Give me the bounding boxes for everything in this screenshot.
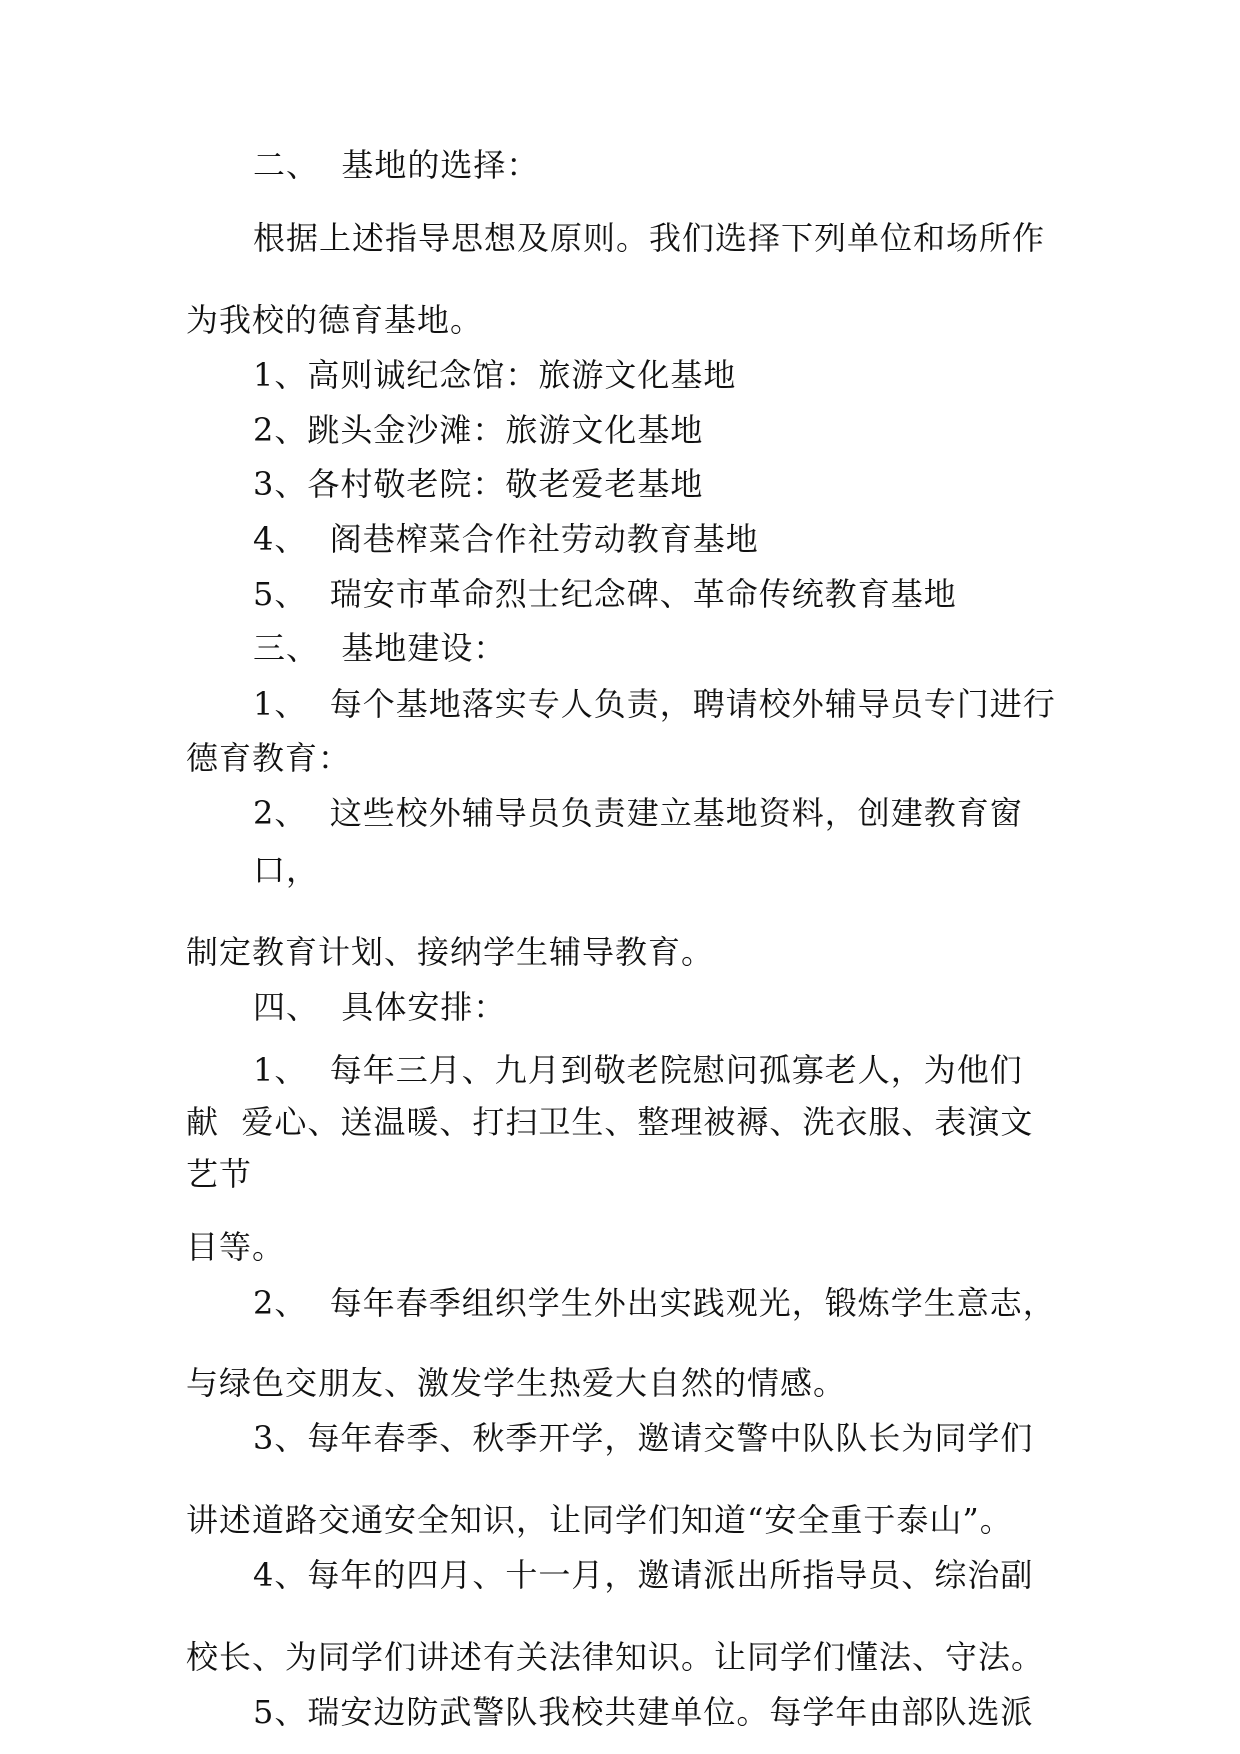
list-item: 4、 阁巷榨菜合作社劳动教育基地 — [253, 520, 759, 558]
paragraph-line: 为我校的德育基地。 — [186, 301, 484, 339]
paragraph-line: 德育教育： — [186, 739, 352, 777]
list-item: 2、跳头金沙滩：旅游文化基地 — [253, 411, 704, 449]
list-item: 1、 每个基地落实专人负责，聘请校外辅导员专门进行 — [253, 685, 1056, 723]
section-heading-base-selection: 二、 基地的选择： — [253, 146, 540, 184]
section-heading-base-construction: 三、 基地建设： — [253, 629, 507, 667]
paragraph-line: 目等。 — [186, 1228, 286, 1266]
list-item: 3、每年春季、秋季开学，邀请交警中队队长为同学们 — [253, 1419, 1034, 1457]
paragraph-line: 讲述道路交通安全知识，让同学们知道“安全重于泰山”。 — [186, 1501, 1013, 1539]
list-item: 1、高则诚纪念馆：旅游文化基地 — [253, 356, 737, 394]
list-item: 5、 瑞安市革命烈士纪念碑、革命传统教育基地 — [253, 575, 957, 613]
paragraph-line: 制定教育计划、接纳学生辅导教育。 — [186, 933, 715, 971]
paragraph-line: 口， — [253, 851, 320, 889]
paragraph-line: 与绿色交朋友、激发学生热爱大自然的情感。 — [186, 1364, 847, 1402]
paragraph-line: 校长、为同学们讲述有关法律知识。让同学们懂法、守法。 — [186, 1638, 1045, 1676]
paragraph-line: 艺节 — [186, 1155, 253, 1193]
paragraph-line: 献 爱心、送温暖、打扫卫生、整理被褥、洗衣服、表演文 — [186, 1103, 1034, 1141]
list-item: 2、 每年春季组织学生外出实践观光，锻炼学生意志， — [253, 1284, 1056, 1322]
list-item: 3、各村敬老院：敬老爱老基地 — [253, 465, 704, 503]
list-item: 5、瑞安边防武警队我校共建单位。每学年由部队选派 — [253, 1693, 1034, 1731]
paragraph-line: 根据上述指导思想及原则。我们选择下列单位和场所作 — [253, 219, 1046, 257]
section-heading-arrangement: 四、 具体安排： — [253, 988, 507, 1026]
list-item: 4、每年的四月、十一月，邀请派出所指导员、综治副 — [253, 1556, 1034, 1594]
list-item: 2、 这些校外辅导员负责建立基地资料，创建教育窗 — [253, 794, 1023, 832]
list-item: 1、 每年三月、九月到敬老院慰问孤寡老人，为他们 — [253, 1051, 1023, 1089]
